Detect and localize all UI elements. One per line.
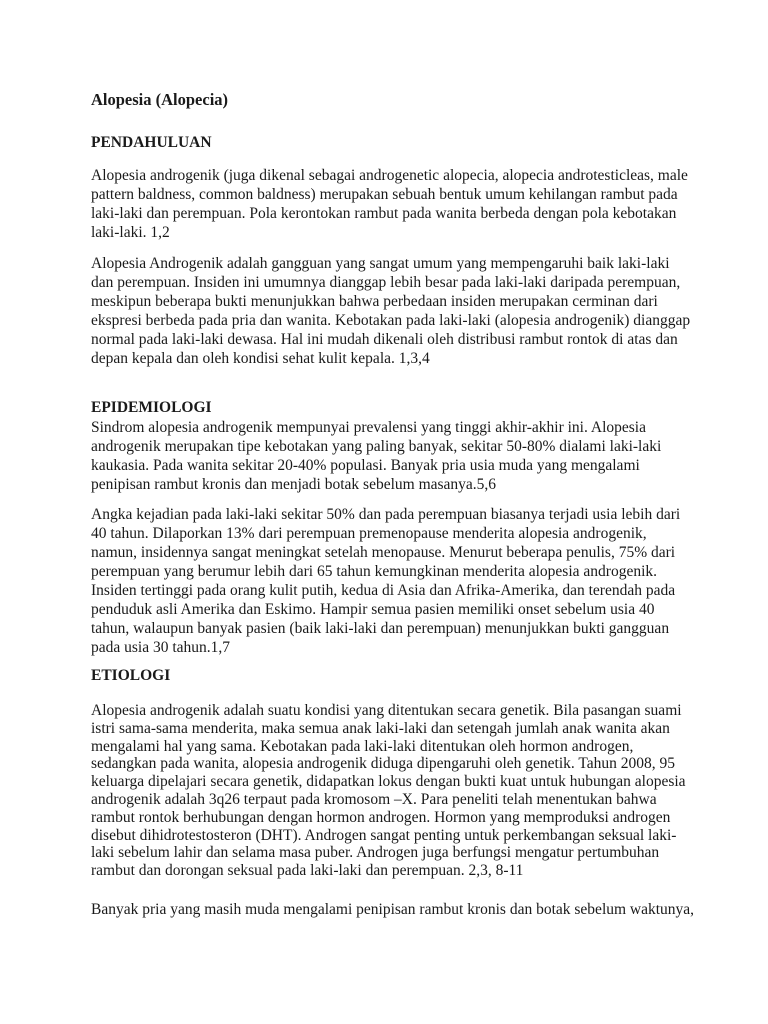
- paragraph: [91, 505, 731, 657]
- heading-pendahuluan: PENDAHULUAN: [91, 134, 212, 151]
- text-line: disebut dihidrotestosteron (DHT). Androgen sangat penting untuk perkembangan seksual laki-: [91, 826, 677, 844]
- text-line: tahun, walaupun banyak pasien (baik laki-laki dan perempuan) menunjukkan bukti gangguan: [91, 620, 670, 637]
- text-line: dan perempuan. Insiden ini umumnya dianggap lebih besar pada laki-laki daripada perempuan,: [91, 274, 681, 291]
- text-line: androgenik adalah 3q26 terpaut pada kromosom –X. Para peneliti telah menentukan bahwa: [91, 790, 657, 808]
- text-line: namun, insidennya sangat meningkat setelah menopause. Menurut beberapa penulis, 75% dari: [91, 544, 676, 561]
- paragraph: [91, 166, 731, 242]
- paragraph: [91, 702, 731, 880]
- text-line: penipisan rambut kronis dan menjadi botak sebelum masanya.5,6: [91, 476, 497, 493]
- text-line: Alopesia Androgenik adalah gangguan yang sangat umum yang mempengaruhi baik laki-laki: [91, 255, 670, 272]
- heading-epidemiologi: EPIDEMIOLOGI: [91, 399, 212, 416]
- text-line: perempuan yang berumur lebih dari 65 tahun kemungkinan menderita alopesia androgenik.: [91, 563, 657, 580]
- text-line: laki-laki. 1,2: [91, 224, 170, 241]
- paragraph: [91, 900, 731, 919]
- heading-etiologi: ETIOLOGI: [91, 667, 171, 684]
- text-line: ekspresi berbeda pada pria dan wanita. Kebotakan pada laki-laki (alopesia androgenik) dianggap: [91, 312, 691, 329]
- text-line: meskipun beberapa bukti menunjukkan bahwa perbedaan insiden merupakan cerminan dari: [91, 293, 658, 310]
- text-line: sedangkan pada wanita, alopesia androgenik diduga dipengaruhi oleh genetik. Tahun 2008, 95: [91, 755, 676, 773]
- text-line: laki-laki dan perempuan. Pola kerontokan rambut pada wanita berbeda dengan pola kebotakan: [91, 205, 677, 222]
- text-line: laki sebelum lahir dan selama masa puber. Androgen juga berfungsi mengatur pertumbuhan: [91, 844, 660, 862]
- text-line: Alopesia androgenik (juga dikenal sebagai androgenetic alopecia, alopecia androtesticleas, male: [91, 167, 688, 184]
- text-line: Alopesia androgenik adalah suatu kondisi yang ditentukan secara genetik. Bila pasangan suami: [91, 702, 682, 719]
- text-line: Sindrom alopesia androgenik mempunyai prevalensi yang tinggi akhir-akhir ini. Alopesia: [91, 419, 646, 436]
- text-line: normal pada laki-laki dewasa. Hal ini mudah dikenali oleh distribusi rambut rontok di atas dan: [91, 331, 678, 348]
- paragraph: [91, 254, 731, 368]
- text-line: penduduk asli Amerika dan Eskimo. Hampir semua pasien memiliki onset sebelum usia 40: [91, 601, 655, 618]
- text-line: keluarga dipelajari secara genetik, didapatkan lokus dengan bukti kuat untuk hubungan alopesia: [91, 773, 686, 791]
- text-line: mengalami hal yang sama. Kebotakan pada laki-laki ditentukan oleh hormon androgen,: [91, 737, 634, 755]
- text-line: androgenik merupakan tipe kebotakan yang paling banyak, sekitar 50-80% dialami laki-laki: [91, 438, 662, 455]
- document-title: Alopesia (Alopecia): [91, 90, 229, 109]
- text-line: Insiden tertinggi pada orang kulit putih, kedua di Asia dan Afrika-Amerika, dan terendah pada: [91, 582, 676, 599]
- text-line: Banyak pria yang masih muda mengalami penipisan rambut kronis dan botak sebelum waktunya,: [91, 901, 695, 918]
- text-line: pada usia 30 tahun.1,7: [91, 639, 231, 656]
- text-line: rambut rontok berhubungan dengan hormon androgen. Hormon yang memproduksi androgen: [91, 808, 671, 826]
- text-line: Angka kejadian pada laki-laki sekitar 50% dan pada perempuan biasanya terjadi usia lebih dari: [91, 506, 681, 523]
- text-line: pattern baldness, common baldness) merupakan sebuah bentuk umum kehilangan rambut pada: [91, 186, 678, 203]
- text-line: istri sama-sama menderita, maka semua anak laki-laki dan setengah jumlah anak wanita akan: [91, 719, 670, 737]
- text-line: 40 tahun. Dilaporkan 13% dari perempuan premenopause menderita alopesia androgenik,: [91, 525, 647, 542]
- text-line: rambut dan dorongan seksual pada laki-laki dan perempuan. 2,3, 8-11: [91, 862, 524, 880]
- paragraph: [91, 418, 731, 494]
- text-line: depan kepala dan oleh kondisi sehat kulit kepala. 1,3,4: [91, 350, 430, 367]
- text-line: kaukasia. Pada wanita sekitar 20-40% populasi. Banyak pria usia muda yang mengalami: [91, 457, 640, 474]
